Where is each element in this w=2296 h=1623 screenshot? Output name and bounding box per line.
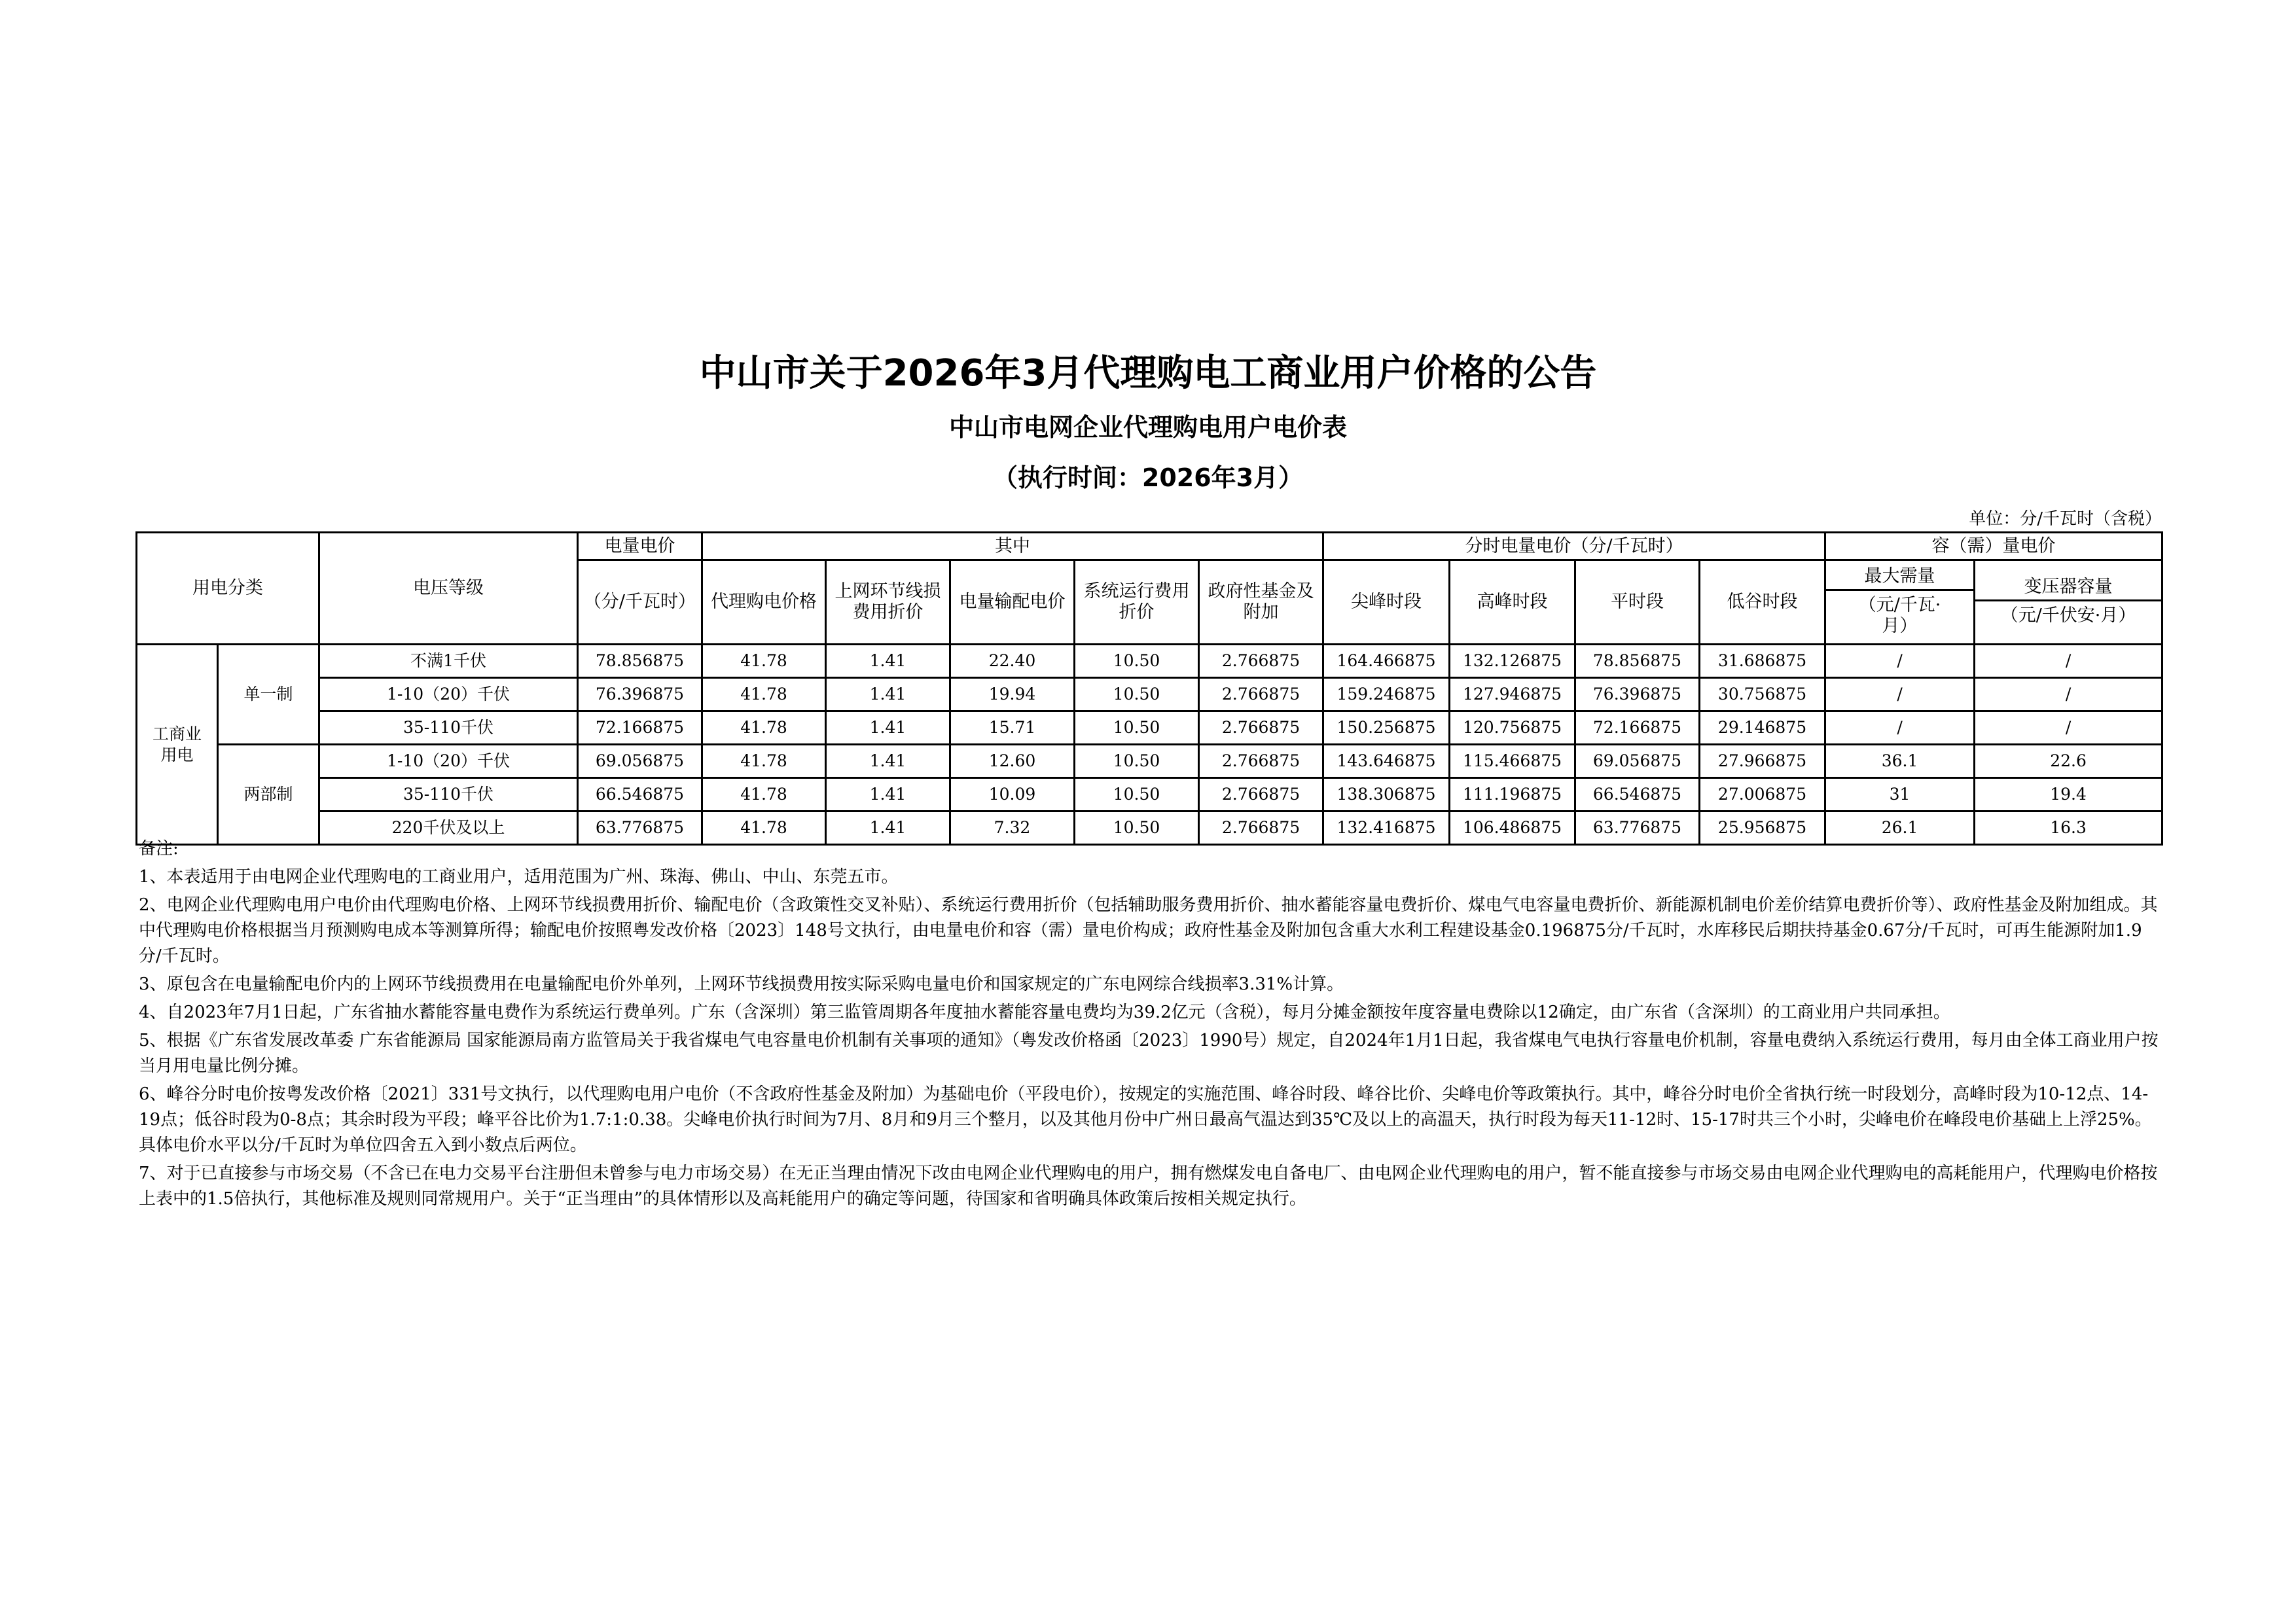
cell-system: 10.50	[1075, 745, 1199, 778]
cell-demand: /	[1825, 711, 1975, 745]
cell-peak-top: 132.416875	[1323, 812, 1450, 845]
cell-energy: 63.776875	[578, 812, 702, 845]
cell-transmission: 10.09	[950, 778, 1075, 812]
cell-valley: 29.146875	[1700, 711, 1825, 745]
cell-agency: 41.78	[702, 678, 826, 711]
cell-agency: 41.78	[702, 812, 826, 845]
group-two-part: 两部制	[218, 745, 319, 845]
cell-demand: /	[1825, 678, 1975, 711]
table-row	[137, 745, 2162, 778]
header-voltage: 电压等级	[319, 533, 578, 645]
note-item: 4、自2023年7月1日起，广东省抽水蓄能容量电费作为系统运行费单列。广东（含深圳）第三监管周期各年度抽水蓄能容量电费均为39.2亿元（含税），每月分摊金额按年度容量电费除以12确定，由广东省（含深圳）的工商业用户共同承担。	[139, 1003, 1950, 1022]
header-max-demand-label: 最大需量	[1826, 563, 1973, 591]
cell-valley: 30.756875	[1700, 678, 1825, 711]
cell-peak: 111.196875	[1450, 778, 1575, 812]
category-label: 工商业用电	[152, 724, 202, 764]
header-transformer	[1975, 560, 2162, 645]
header-transmission-price: 电量输配电价	[950, 560, 1075, 645]
cell-voltage: 35-110千伏	[319, 778, 578, 812]
header-category: 用电分类	[137, 533, 319, 645]
cell-peak-top: 150.256875	[1323, 711, 1450, 745]
cell-demand: 31	[1825, 778, 1975, 812]
cell-demand: 36.1	[1825, 745, 1975, 778]
cell-energy: 72.166875	[578, 711, 702, 745]
note-item: 3、原包含在电量输配电价内的上网环节线损费用在电量输配电价外单列，上网环节线损费用按实际采购电量电价和国家规定的广东电网综合线损率3.31%计算。	[139, 974, 1344, 994]
cell-energy: 69.056875	[578, 745, 702, 778]
cell-valley: 25.956875	[1700, 812, 1825, 845]
cell-transformer: /	[1975, 645, 2162, 678]
cell-valley: 31.686875	[1700, 645, 1825, 678]
table-row	[137, 778, 2162, 812]
cell-loss: 1.41	[826, 812, 950, 845]
cell-voltage: 220千伏及以上	[319, 812, 578, 845]
table-body	[137, 645, 2162, 845]
cell-peak-top: 159.246875	[1323, 678, 1450, 711]
cell-loss: 1.41	[826, 778, 950, 812]
cell-peak-top: 143.646875	[1323, 745, 1450, 778]
price-table	[135, 531, 2163, 846]
cell-transformer: 19.4	[1975, 778, 2162, 812]
unit-label: 单位：分/千瓦时（含税）	[1969, 509, 2162, 529]
cell-flat: 76.396875	[1575, 678, 1700, 711]
group-single: 单一制	[218, 645, 319, 745]
header-among: 其中	[702, 533, 1323, 560]
header-energy-price: 电量电价	[578, 533, 702, 560]
cell-system: 10.50	[1075, 812, 1199, 845]
cell-transmission: 22.40	[950, 645, 1075, 678]
note-item: 5、根据《广东省发展改革委 广东省能源局 国家能源局南方监管局关于我省煤电气电容量电价机制有关事项的通知》（粤发改价格函〔2023〕1990号）规定，自2024年1月1日起，我省煤电气电执行容量电价机制，容量电费纳入系统运行费用，每月由全体工商业用户按当月用电量比例分摊。	[139, 1031, 2159, 1076]
cell-fund: 2.766875	[1199, 711, 1323, 745]
cell-agency: 41.78	[702, 745, 826, 778]
cell-transformer: 22.6	[1975, 745, 2162, 778]
cell-transmission: 15.71	[950, 711, 1075, 745]
cell-voltage: 1-10（20）千伏	[319, 745, 578, 778]
note-item: 6、峰谷分时电价按粤发改价格〔2021〕331号文执行，以代理购电用户电价（不含政府性基金及附加）为基础电价（平段电价），按规定的实施范围、峰谷时段、峰谷比价、尖峰电价等政策执行。其中，峰谷分时电价全省执行统一时段划分，高峰时段为10-12点、14-19点；低谷时段为0-8点；其余时段为平段；峰平谷比价为1.7:1:0.38。尖峰电价执行时间为7月、8月和9月三个整月，以及其他月份中广州日最高气温达到35℃及以上的高温天，执行时段为每天11-12时、15-17时共三个小时，尖峰电价在峰段电价基础上上浮25%。具体电价水平以分/千瓦时为单位四舍五入到小数点后两位。	[139, 1084, 2152, 1155]
cell-valley: 27.006875	[1700, 778, 1825, 812]
table-row	[137, 711, 2162, 745]
cell-fund: 2.766875	[1199, 678, 1323, 711]
header-transformer-label: 变压器容量	[1975, 574, 2161, 601]
cell-system: 10.50	[1075, 678, 1199, 711]
cell-loss: 1.41	[826, 645, 950, 678]
cell-transformer: /	[1975, 678, 2162, 711]
cell-fund: 2.766875	[1199, 745, 1323, 778]
cell-peak: 106.486875	[1450, 812, 1575, 845]
cell-loss: 1.41	[826, 678, 950, 711]
cell-fund: 2.766875	[1199, 812, 1323, 845]
cell-agency: 41.78	[702, 711, 826, 745]
note-item: 7、对于已直接参与市场交易（不含已在电力交易平台注册但未曾参与电力市场交易）在无正当理由情况下改由电网企业代理购电的用户，拥有燃煤发电自备电厂、由电网企业代理购电的用户，暂不能直接参与市场交易由电网企业代理购电的高耗能用户，代理购电价格按上表中的1.5倍执行，其他标准及规则同常规用户。关于“正当理由”的具体情形以及高耗能用户的确定等问题，待国家和省明确具体政策后按相关规定执行。	[139, 1164, 2158, 1209]
header-valley: 低谷时段	[1700, 560, 1825, 645]
cell-transmission: 19.94	[950, 678, 1075, 711]
header-capacity-group: 容（需）量电价	[1825, 533, 2162, 560]
cell-flat: 78.856875	[1575, 645, 1700, 678]
cell-peak: 132.126875	[1450, 645, 1575, 678]
cell-transformer: /	[1975, 711, 2162, 745]
cell-flat: 72.166875	[1575, 711, 1700, 745]
header-row	[137, 533, 2162, 560]
cell-fund: 2.766875	[1199, 645, 1323, 678]
header-flat: 平时段	[1575, 560, 1700, 645]
header-peak: 高峰时段	[1450, 560, 1575, 645]
cell-energy: 78.856875	[578, 645, 702, 678]
notes-heading: 备注:	[139, 839, 179, 859]
cell-voltage: 35-110千伏	[319, 711, 578, 745]
note-item: 2、电网企业代理购电用户电价由代理购电价格、上网环节线损费用折价、输配电价（含政策性交叉补贴）、系统运行费用折价（包括辅助服务费用折价、抽水蓄能容量电费折价、煤电气电容量电费折价、新能源机制电价差价结算电费折价等）、政府性基金及附加组成。其中代理购电价格根据当月预测购电成本等测算所得；输配电价按照粤发改价格〔2023〕148号文执行，由电量电价和容（需）量电价构成；政府性基金及附加包含重大水利工程建设基金0.196875分/千瓦时，水库移民后期扶持基金0.67分/千瓦时，可再生能源附加1.9分/千瓦时。	[139, 895, 2158, 966]
cell-flat: 66.546875	[1575, 778, 1700, 812]
cell-flat: 63.776875	[1575, 812, 1700, 845]
cell-flat: 69.056875	[1575, 745, 1700, 778]
header-energy-unit: （分/千瓦时）	[578, 560, 702, 645]
cell-peak-top: 164.466875	[1323, 645, 1450, 678]
header-max-demand-unit: （元/千瓦·月）	[1858, 594, 1941, 636]
cell-agency: 41.78	[702, 645, 826, 678]
cell-agency: 41.78	[702, 778, 826, 812]
cell-system: 10.50	[1075, 778, 1199, 812]
cell-loss: 1.41	[826, 711, 950, 745]
header-gov-fund: 政府性基金及附加	[1199, 560, 1323, 645]
cell-transformer: 16.3	[1975, 812, 2162, 845]
cell-fund: 2.766875	[1199, 778, 1323, 812]
cell-peak-top: 138.306875	[1323, 778, 1450, 812]
cell-energy: 76.396875	[578, 678, 702, 711]
notes-section	[139, 836, 2161, 1215]
table-row	[137, 645, 2162, 678]
execution-time: （执行时间：2026年3月）	[992, 463, 1304, 492]
category-cell	[137, 645, 218, 845]
cell-energy: 66.546875	[578, 778, 702, 812]
cell-demand: 26.1	[1825, 812, 1975, 845]
table-title: 中山市电网企业代理购电用户电价表	[948, 413, 1347, 442]
cell-transmission: 12.60	[950, 745, 1075, 778]
cell-valley: 27.966875	[1700, 745, 1825, 778]
cell-peak: 127.946875	[1450, 678, 1575, 711]
page-title: 中山市关于2026年3月代理购电工商业用户价格的公告	[699, 352, 1597, 395]
header-max-demand	[1825, 560, 1975, 645]
header-tou-group: 分时电量电价（分/千瓦时）	[1323, 533, 1825, 560]
header-peak-top: 尖峰时段	[1323, 560, 1450, 645]
cell-system: 10.50	[1075, 645, 1199, 678]
cell-voltage: 不满1千伏	[319, 645, 578, 678]
header-agency-price: 代理购电价格	[702, 560, 826, 645]
cell-peak: 120.756875	[1450, 711, 1575, 745]
cell-transmission: 7.32	[950, 812, 1075, 845]
cell-system: 10.50	[1075, 711, 1199, 745]
header-loss-price: 上网环节线损费用折价	[826, 560, 950, 645]
note-item: 1、本表适用于由电网企业代理购电的工商业用户，适用范围为广州、珠海、佛山、中山、东莞五市。	[139, 867, 899, 887]
cell-voltage: 1-10（20）千伏	[319, 678, 578, 711]
cell-peak: 115.466875	[1450, 745, 1575, 778]
cell-demand: /	[1825, 645, 1975, 678]
header-system-cost: 系统运行费用折价	[1075, 560, 1199, 645]
table-row	[137, 678, 2162, 711]
cell-loss: 1.41	[826, 745, 950, 778]
header-transformer-unit: （元/千伏安·月）	[2000, 605, 2136, 626]
